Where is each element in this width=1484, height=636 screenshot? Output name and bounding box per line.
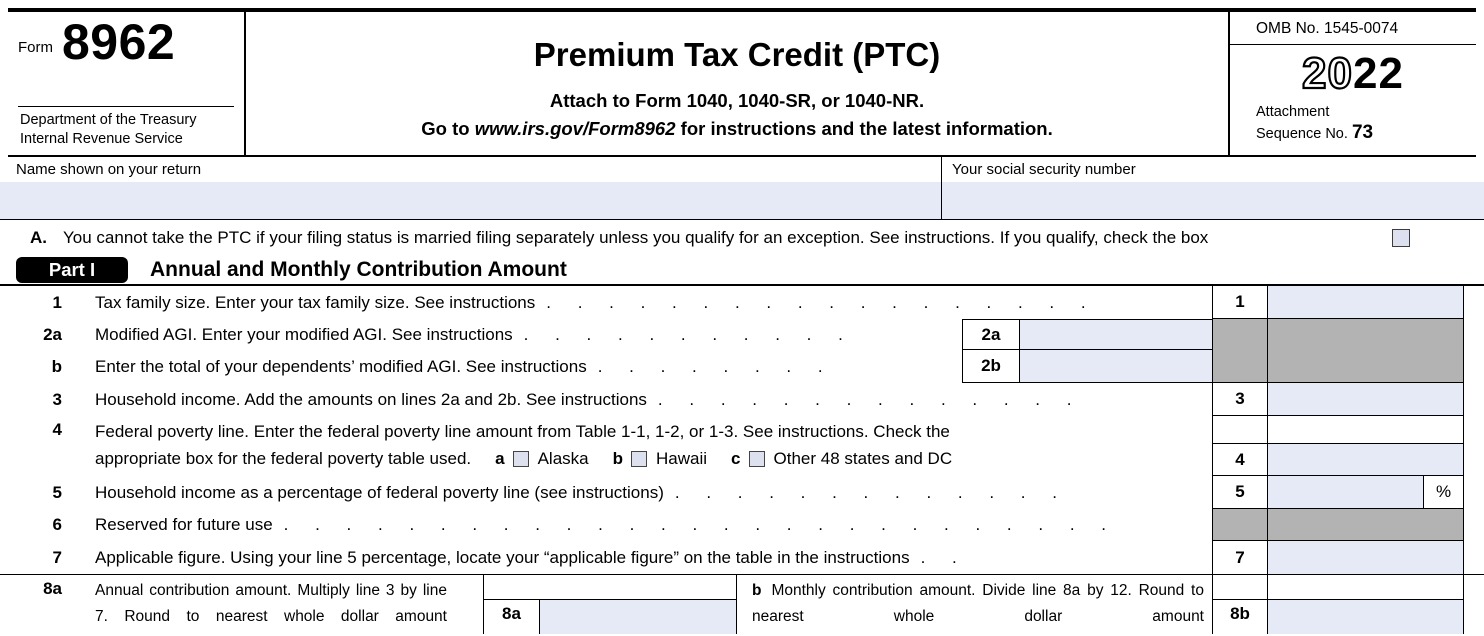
line-6-text-cell xyxy=(62,509,1212,541)
part-1-title: Annual and Monthly Contribution Amount xyxy=(150,257,567,281)
option-b-letter: b xyxy=(612,449,624,468)
line-1-number: 1 xyxy=(52,292,62,312)
ssn-input[interactable] xyxy=(942,182,1484,219)
agency-line1: Department of the Treasury xyxy=(20,112,197,129)
line-2b-box-label: 2b xyxy=(962,350,1020,383)
goto-instruction xyxy=(246,118,1228,140)
line-7-input[interactable] xyxy=(1268,541,1463,574)
line-3-answer-cell xyxy=(1268,383,1464,416)
spacer xyxy=(484,575,736,599)
form-title: Premium Tax Credit (PTC) xyxy=(533,36,941,73)
line-7-number: 7 xyxy=(52,547,62,567)
line-7-text-cell xyxy=(62,541,1212,574)
attachment-label: Attachment xyxy=(1256,104,1330,120)
agency-block xyxy=(18,106,234,155)
name-label: Name shown on your return xyxy=(16,161,202,178)
line-2b-row xyxy=(0,350,1484,383)
form-word: Form xyxy=(18,39,53,56)
form-number-line xyxy=(18,14,234,70)
form-id-block xyxy=(8,12,246,155)
spacer xyxy=(1213,416,1267,443)
line-2a-row xyxy=(0,319,1484,350)
option-c-label: Other 48 states and DC xyxy=(773,449,953,468)
line-7-answer-cell xyxy=(1268,541,1464,574)
line-8b-number: b xyxy=(752,582,762,599)
line-3-dot-leader: . . . . . . . . . . . . . . xyxy=(657,389,1072,409)
line-2a-input[interactable] xyxy=(1020,320,1212,349)
line-8a-input[interactable] xyxy=(540,600,736,634)
filing-status-exception-checkbox[interactable] xyxy=(1392,229,1410,247)
line-6-number: 6 xyxy=(52,515,62,534)
attachment-sequence-block xyxy=(1230,103,1476,145)
goto-suffix: for instructions and the latest information. xyxy=(675,118,1053,139)
line-2a-label: Modified AGI. Enter your modified AGI. See instructions xyxy=(95,324,513,344)
line-2a-dot-leader: . . . . . . . . . . . xyxy=(523,324,843,344)
line-5-row xyxy=(0,476,1484,509)
option-c-letter: c xyxy=(731,449,741,468)
line-8b-label: Monthly contribution amount. Divide line 8a by 12. Round to nearest whole dollar amount xyxy=(752,582,1204,625)
line-3-number: 3 xyxy=(52,389,62,409)
sequence-line xyxy=(1256,121,1476,145)
line-1-box-label: 1 xyxy=(1212,286,1268,319)
sequence-number: 73 xyxy=(1351,122,1374,144)
option-a-letter: a xyxy=(495,449,505,468)
form-header xyxy=(8,12,1476,157)
line-1-input[interactable] xyxy=(1268,286,1463,318)
line-2b-dot-leader: . . . . . . . . xyxy=(597,356,823,376)
option-b-label: Hawaii xyxy=(656,449,708,468)
line-2a-number: 2a xyxy=(43,324,62,344)
spacer xyxy=(1213,575,1267,599)
line-2b-label: Enter the total of your dependents’ modified AGI. See instructions xyxy=(95,356,587,376)
part-1-tab: Part I xyxy=(16,257,128,283)
line-8a-entry-row xyxy=(484,599,736,634)
line-4-label-line2-text: appropriate box for the federal poverty table used. xyxy=(95,449,472,468)
line-a-row xyxy=(0,220,1484,255)
line-4-label-line1: Federal poverty line. Enter the federal poverty line amount from Table 1-1, 1-2, or 1-3. See instructions. Check the xyxy=(95,422,950,441)
attach-instruction: Attach to Form 1040, 1040-SR, or 1040-NR. xyxy=(549,90,925,111)
omb-year-block xyxy=(1228,12,1476,155)
part-1-header xyxy=(0,255,1484,286)
tax-year-outline-digits: 20 xyxy=(1302,49,1353,98)
line-4-label-line2 xyxy=(95,445,1212,472)
reserved-cell xyxy=(1268,319,1464,350)
line-6-row xyxy=(0,509,1484,541)
line-7-row xyxy=(0,541,1484,574)
line-4-box-label: 4 xyxy=(1213,443,1267,475)
tax-year-solid-digits: 22 xyxy=(1353,49,1404,98)
checkbox-other-48-states[interactable] xyxy=(749,451,765,467)
line-7-box-label: 7 xyxy=(1212,541,1268,574)
line-2b-number: b xyxy=(51,356,62,376)
line-3-row xyxy=(0,383,1484,416)
line-8b-answer-cell xyxy=(1268,575,1464,634)
line-5-percent-sign: % xyxy=(1435,482,1452,501)
line-7-label: Applicable figure. Using your line 5 percentage, locate your “applicable figure” on the table in the instructions xyxy=(95,547,910,567)
line-2b-answer-cell xyxy=(1020,350,1212,383)
line-5-text-cell xyxy=(62,476,1212,509)
line-7-dot-leader: . . xyxy=(920,547,957,567)
reserved-cell xyxy=(1212,509,1268,541)
line-5-number: 5 xyxy=(52,482,62,502)
sequence-label: Sequence No. xyxy=(1256,126,1348,143)
line-8b-box-cell xyxy=(1212,575,1268,634)
omb-number: OMB No. 1545-0074 xyxy=(1230,12,1476,45)
option-a-label: Alaska xyxy=(537,449,589,468)
spacer xyxy=(1268,416,1463,443)
line-4-box-cell xyxy=(1212,416,1268,476)
line-4-number: 4 xyxy=(52,420,62,439)
checkbox-alaska[interactable] xyxy=(513,451,529,467)
ssn-label: Your social security number xyxy=(952,161,1136,178)
name-cell xyxy=(0,157,942,219)
line-6-label: Reserved for future use xyxy=(95,515,273,534)
line-1-label: Tax family size. Enter your tax family size. See instructions xyxy=(95,292,536,312)
line-4-row xyxy=(0,416,1484,476)
line-1-answer-cell xyxy=(1268,286,1464,319)
line-5-input[interactable] xyxy=(1268,476,1424,508)
line-4-input[interactable] xyxy=(1268,444,1463,475)
line-8a-box-group xyxy=(483,575,737,634)
name-input[interactable] xyxy=(0,182,941,219)
checkbox-hawaii[interactable] xyxy=(631,451,647,467)
line-2b-input[interactable] xyxy=(1020,350,1212,382)
form-number: 8962 xyxy=(62,14,176,70)
line-4-answer-cell xyxy=(1268,416,1464,476)
reserved-cell xyxy=(1268,350,1464,383)
line-6-dot-leader: . . . . . . . . . . . . . . . . . . . . . . . . . . . xyxy=(283,515,1106,534)
line-8b-box-label: 8b xyxy=(1213,599,1267,634)
goto-prefix: Go to xyxy=(421,118,475,139)
form-title-block xyxy=(246,12,1228,155)
identity-row xyxy=(0,157,1484,220)
line-8a-number: 8a xyxy=(43,579,62,598)
line-3-box-label: 3 xyxy=(1212,383,1268,416)
reserved-cell xyxy=(1212,319,1268,350)
line-2a-text-cell xyxy=(62,319,962,350)
line-5-label: Household income as a percentage of federal poverty line (see instructions) xyxy=(95,482,664,502)
line-a-number: A. xyxy=(30,227,47,247)
line-4-text-cell xyxy=(62,416,1212,476)
line-8b-input[interactable] xyxy=(1268,599,1463,634)
line-2a-box-label: 2a xyxy=(962,319,1020,350)
line-3-input[interactable] xyxy=(1268,383,1463,415)
line-8-row xyxy=(0,574,1484,634)
tax-year xyxy=(1230,45,1476,103)
line-4-field-wrap xyxy=(1268,443,1463,475)
line-1-text-cell xyxy=(62,286,1212,319)
ssn-cell xyxy=(942,157,1484,219)
line-5-box-label: 5 xyxy=(1212,476,1268,509)
line-2a-answer-cell xyxy=(1020,319,1212,350)
reserved-cell xyxy=(1212,350,1268,383)
line-3-text-cell xyxy=(62,383,1212,416)
line-8a-label: Annual contribution amount. Multiply line 3 by line 7. Round to nearest whole dollar amount xyxy=(95,582,447,625)
line-2b-text-cell xyxy=(62,350,962,383)
line-8b-text-cell xyxy=(737,575,1212,634)
line-1-row xyxy=(0,286,1484,319)
line-8a-box-label: 8a xyxy=(484,600,540,634)
line-5-answer-cell xyxy=(1268,476,1464,509)
line-a-text: You cannot take the PTC if your filing status is married filing separately unless you qualify for an exception. See instructions. If you qualify, check the box xyxy=(63,227,1209,247)
line-1-dot-leader: . . . . . . . . . . . . . . . . . . xyxy=(546,292,1086,312)
agency-line2: Internal Revenue Service xyxy=(20,131,183,148)
line-3-label: Household income. Add the amounts on lines 2a and 2b. See instructions xyxy=(95,389,647,409)
spacer xyxy=(1268,575,1463,599)
reserved-cell xyxy=(1268,509,1464,541)
line-5-dot-leader: . . . . . . . . . . . . . xyxy=(674,482,1057,502)
irs-url-text: www.irs.gov/Form8962 xyxy=(474,118,676,139)
